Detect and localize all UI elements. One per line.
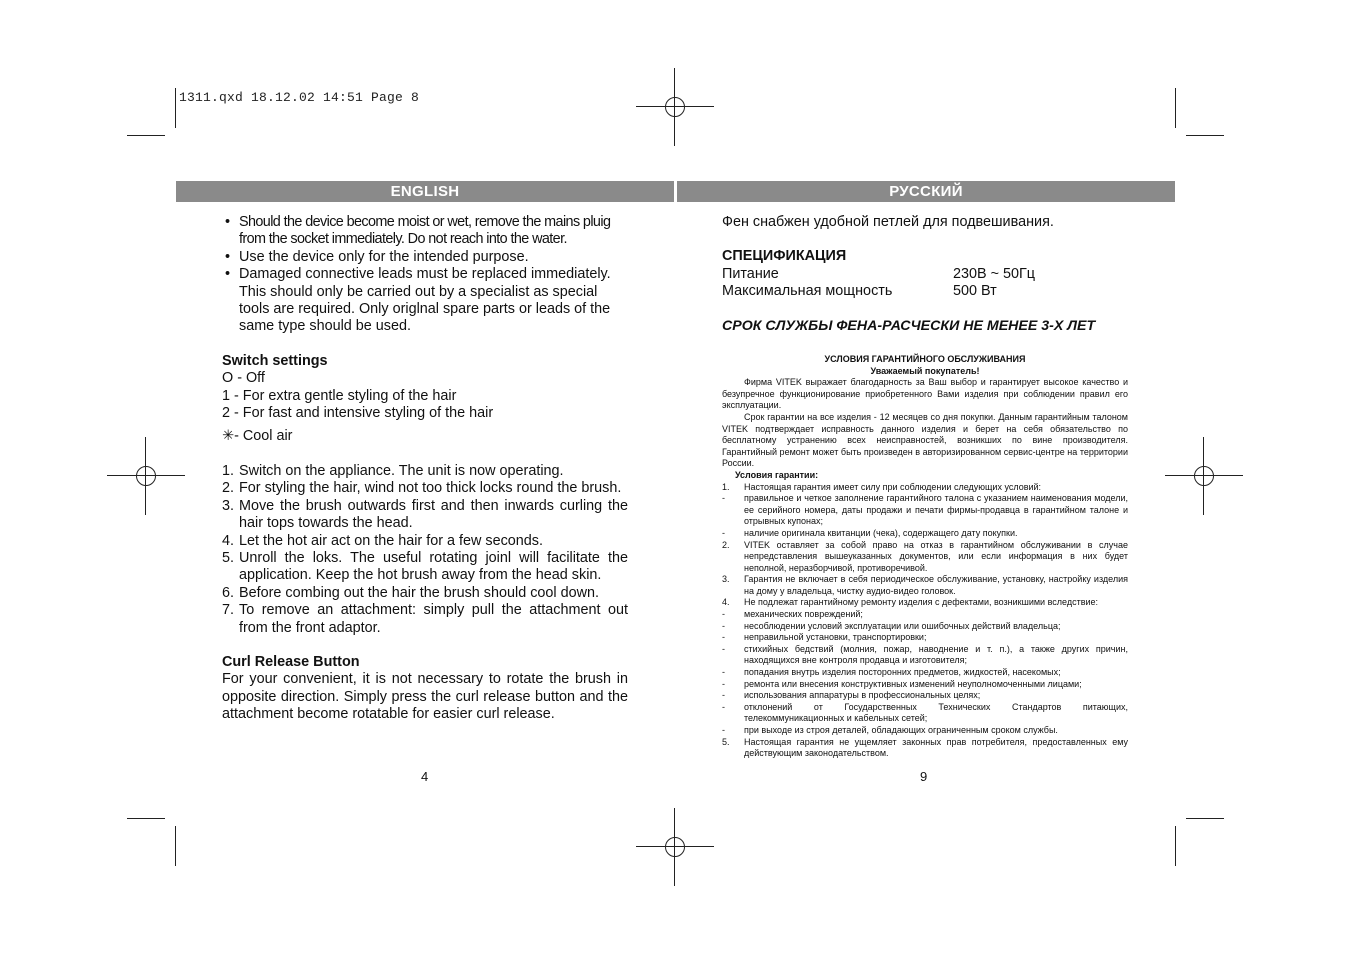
cool-air-icon: ✳ bbox=[222, 428, 235, 445]
crop-mark-h-br bbox=[1186, 818, 1224, 819]
intro-text: Фен снабжен удобной петлей для подвешивания. bbox=[722, 214, 1054, 230]
crop-mark-h-tl bbox=[127, 135, 165, 136]
warranty-conditions-title: Условия гарантии: bbox=[735, 469, 819, 480]
crop-mark-h-tr bbox=[1186, 135, 1224, 136]
crop-mark-v-br bbox=[1175, 826, 1176, 866]
bullet-icon: • bbox=[225, 248, 231, 265]
step-item: 5. Unroll the loks. The useful rotating joinl will facilitate the application. Keep the hot brush away from the head skin. bbox=[222, 549, 628, 584]
registration-mark-left bbox=[107, 437, 185, 515]
warranty-item: 2. VITEK оставляет за собой право на отказ в гарантийном обслуживании в случае непредставления вышеуказанных документов, или если информация в них будет неполной, неразборчивой, противоречивой. bbox=[722, 539, 1128, 573]
english-column bbox=[222, 214, 628, 724]
step-item: 6. Before combing out the hair the brush should cool down. bbox=[222, 584, 599, 601]
warranty-item: - при выходе из строя деталей, обладающих ограниченным сроком службы. bbox=[722, 725, 1058, 735]
step-item: 3. Move the brush outwards first and then inwards curling the hair tops towards the head. bbox=[222, 497, 628, 532]
warranty-item: 5. Настоящая гарантия не ущемляет законных прав потребителя, предоставленных ему действующим законодательством. bbox=[722, 736, 1128, 759]
step-item: 2. For styling the hair, wind not too thick locks round the brush. bbox=[222, 480, 622, 497]
registration-mark-right bbox=[1165, 437, 1243, 515]
page-number-right: 9 bbox=[920, 769, 928, 784]
operation-steps bbox=[222, 463, 628, 637]
step-item: 4. Let the hot air act on the hair for a few seconds. bbox=[222, 532, 543, 549]
bullet-item: • Use the device only for the intended purpose. bbox=[225, 248, 529, 265]
curl-release-text: For your convenient, it is not necessary to rotate the brush in opposite direction. Simply press the curl release button and the attachment become rotatable for easier curl release. bbox=[222, 671, 628, 723]
warranty-paragraph: Фирма VITEK выражает благодарность за Ваш выбор и гарантирует высокое качество и безупречное функционирование приобретенного Вами изделия при соблюдении правил его эксплуатации. bbox=[722, 377, 1128, 411]
step-item: 1. Switch on the appliance. The unit is now operating. bbox=[222, 462, 564, 479]
warranty-item: - попадания внутрь изделия посторонних предметов, жидкостей, насекомых; bbox=[722, 667, 1061, 678]
bullet-item: • Damaged connective leads must be replaced immediately. This should only be carried out by a specialist as special tools are required. Only origlnal spare parts or leads of the same type should be used. bbox=[225, 266, 611, 335]
switch-item: 2 - For fast and intensive styling of the hair bbox=[222, 405, 494, 422]
bullet-icon: • bbox=[225, 266, 231, 283]
warranty-item: - использования аппаратуры в профессиональных целях; bbox=[722, 690, 981, 701]
switch-settings-heading: Switch settings bbox=[222, 352, 328, 369]
section-header-english: ENGLISH bbox=[176, 181, 674, 202]
warranty-title: УСЛОВИЯ ГАРАНТИЙНОГО ОБСЛУЖИВАНИЯ bbox=[824, 354, 1026, 364]
warranty-greeting: Уважаемый покупатель! bbox=[870, 365, 980, 376]
crop-mark-h-bl bbox=[127, 818, 165, 819]
bullet-item: • Should the device become moist or wet, remove the mains pluig from the socket immediately. Do not reach into the water. bbox=[225, 214, 611, 248]
warranty-item: 4. Не подлежат гарантийному ремонту изделия с дефектами, возникшими вследствие: bbox=[722, 597, 1099, 608]
switch-item: O - Off bbox=[222, 370, 265, 387]
warranty-item: - неправильной установки, транспортировки; bbox=[722, 632, 927, 643]
crop-mark-v-tl bbox=[175, 88, 176, 128]
warranty-paragraph: Срок гарантии на все изделия - 12 месяцев со дня покупки. Данным гарантийным талоном VITEK подтверждает исправность данного изделия и берет на себя обязательство по бесплатному устранению всех неисправностей, возникших по вине производителя. Гарантийный ремонт может быть произведен в авторизированном сервис-центре на территории России. bbox=[722, 411, 1128, 469]
warranty-item: - механических повреждений; bbox=[722, 609, 863, 620]
spec-heading: СПЕЦИФИКАЦИЯ bbox=[722, 248, 847, 265]
russian-column bbox=[722, 214, 1128, 335]
warranty-conditions-list bbox=[722, 482, 1128, 760]
bullet-icon: • bbox=[225, 214, 230, 230]
cool-air-item bbox=[222, 428, 628, 445]
warranty-item: - отклонений от Государственных Технических Стандартов питающих, телекоммуникационных и кабельных сетей; bbox=[722, 701, 1128, 724]
switch-item: 1 - For extra gentle styling of the hair bbox=[222, 387, 457, 404]
registration-mark-bottom bbox=[636, 808, 714, 886]
warranty-item: - несоблюдении условий эксплуатации или ошибочных действий владельца; bbox=[722, 620, 1061, 631]
cool-air-label: - Cool air bbox=[234, 428, 293, 445]
warranty-item: - наличие оригинала квитанции (чека), содержащего дату покупки. bbox=[722, 527, 1018, 538]
warranty-item: - ремонта или внесения конструктивных изменений неуполномоченными лицами; bbox=[722, 678, 1082, 689]
warranty-item: 3. Гарантия не включает в себя периодическое обслуживание, установку, настройку изделия на дому у владельца, чистку аудио-видео головок. bbox=[722, 574, 1128, 596]
page-number-left: 4 bbox=[421, 769, 429, 784]
warranty-item: 1. Настоящая гарантия имеет силу при соблюдении следующих условий: bbox=[722, 481, 1042, 492]
warranty-section bbox=[722, 354, 1128, 760]
warranty-item: - правильное и четкое заполнение гарантийного талона с указанием наименования модели, ее серийного номера, даты продажи и печати фирмы-продавца в гарантийном талоне и отрывных купонах; bbox=[722, 493, 1128, 527]
safety-bullets bbox=[222, 214, 628, 336]
warranty-item: - стихийных бедствий (молния, пожар, наводнение и т. п.), а также других причин, находящихся вне контроля продавца и изготовителя; bbox=[722, 643, 1128, 666]
lifetime-notice: СРОК СЛУЖБЫ ФЕНА-РАСЧЕСКИ НЕ МЕНЕЕ 3-Х ЛЕТ bbox=[722, 317, 1096, 334]
step-item: 7. To remove an attachment: simply pull the attachment out from the front adaptor. bbox=[222, 602, 628, 636]
registration-mark-top bbox=[636, 68, 714, 146]
crop-mark-v-bl bbox=[175, 826, 176, 866]
crop-mark-v-tr bbox=[1175, 88, 1176, 128]
spec-row: Максимальная мощность 500 Вт bbox=[722, 283, 997, 300]
spec-row: Питание 230В ~ 50Гц bbox=[722, 265, 1036, 282]
file-slug: 1311.qxd 18.12.02 14:51 Page 8 bbox=[179, 90, 420, 105]
curl-release-heading: Curl Release Button bbox=[222, 653, 360, 670]
section-header-russian: РУССКИЙ bbox=[677, 181, 1175, 202]
